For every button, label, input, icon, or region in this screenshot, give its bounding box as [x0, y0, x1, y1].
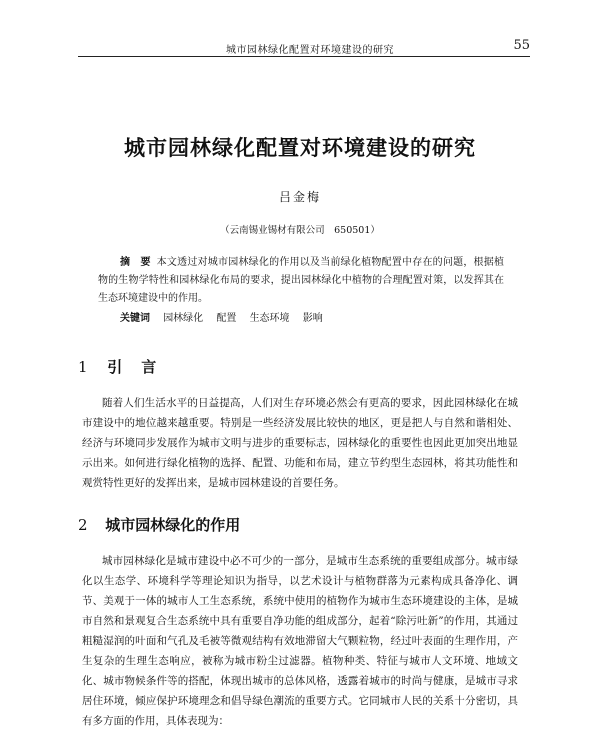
running-title: 城市园林绿化配置对环境建设的研究: [226, 45, 394, 56]
section-2-body: [82, 551, 518, 731]
keywords-label: 关键词: [120, 313, 150, 324]
author-name: 吕金梅: [278, 190, 321, 204]
section-number: 2: [78, 516, 88, 534]
paper-title: 城市园林绿化配置对环境建设的研究: [124, 135, 476, 160]
keyword: 园林绿化: [163, 313, 204, 324]
page-number: 55: [513, 38, 530, 53]
abstract: [98, 254, 504, 308]
abstract-text: 本文透过对城市园林绿化的作用以及当前绿化植物配置中存在的问题，根据植物的生物学特性和园林绿化布局的要求，提出园林绿化中植物的合理配置对策，以发挥其在生态环境建设中的作用。: [98, 257, 505, 304]
section-number: 1: [78, 358, 90, 376]
section-title: 城市园林绿化的作用: [105, 516, 241, 534]
abstract-label: 摘 要: [120, 257, 151, 268]
paragraph: 随着人们生活水平的日益提高，人们对生存环境必然会有更高的要求，因此园林绿化在城市建设中的地位越来越重要。特别是一些经济发展比较快的地区，更是把人与自然和谐相处、经济与环境同步发展作为城市文明与进步的重要标志，园林绿化的重要性也因此更加突出地显示出来。如何进行绿化植物的选择、配置、功能和布局，建立节约型生态园林，将其功能性和观赏特性更好的发挥出来，是城市园林建设的首要任务。: [82, 397, 518, 489]
paragraph: 城市园林绿化是城市建设中必不可少的一部分，是城市生态系统的重要组成部分。城市绿化以生态学、环境科学等理论知识为指导，以艺术设计与植物群落为元素构成具备净化、调节、美观于一体的城市人工生态系统，系统中使用的植物作为城市生态环境建设的主体，是城市自然和景观复合生态系统中具有重要自净功能的组成部分，起着“除污吐新”的作用，其通过粗糙湿润的叶面和气孔及毛被等微观结构有效地滞留大气颗粒物，经过叶表面的生理作用，产生复杂的生理生态响应，被称为城市粉尘过滤器。植物种类、特征与城市人文环境、地域文化、城市物候条件等的搭配，体现出城市的总体风格，透露着城市的时尚与健康，是城市寻求居住环境，倾应保护环境理念和倡导绿色潮流的重要方式。它同城市人民的关系十分密切，具有多方面的作用，具体表现为：: [82, 555, 518, 727]
section-title: 引 言: [107, 358, 159, 376]
running-header: [78, 38, 530, 57]
keywords: [120, 309, 333, 324]
section-1-body: [82, 393, 518, 493]
section-heading-1: [78, 356, 158, 377]
section-heading-2: [78, 514, 240, 535]
keyword: 影响: [302, 313, 323, 324]
affiliation: （云南锡业锡材有限公司 650501）: [220, 225, 380, 236]
keyword: 配置: [216, 313, 237, 324]
keyword: 生态环境: [249, 313, 290, 324]
